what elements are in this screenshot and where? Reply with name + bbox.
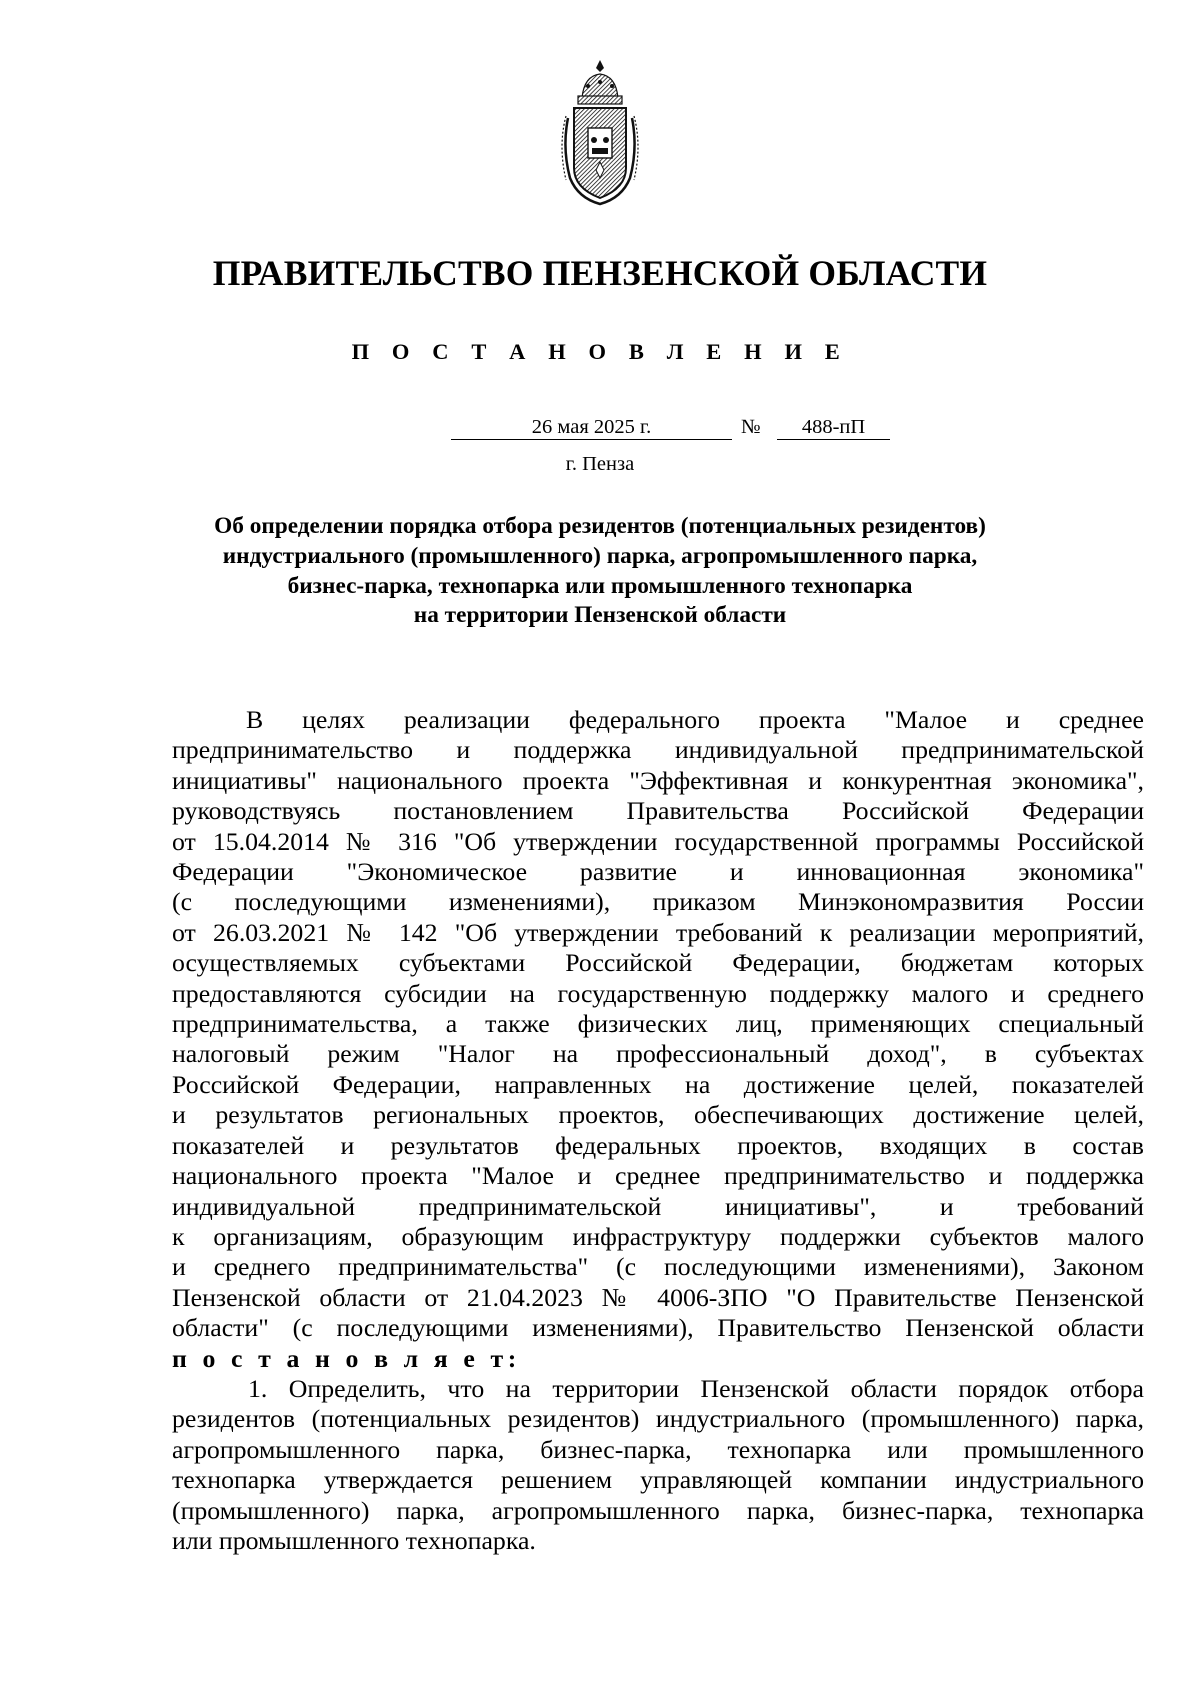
coat-of-arms-icon [554,58,646,208]
preamble-line: предпринимательство и поддержка индивидуальной предпринимательской [172,735,1144,765]
preamble-line: от 15.04.2014 № 316 "Об утверждении государственной программы Российской [172,826,1144,856]
item1-line: 1. Определить, что на территории Пензенской области порядок отбора [248,1373,1144,1403]
subject-line: индустриального (промышленного) парка, агропромышленного парка, [222,542,978,569]
preamble-line: области" (с последующими изменениями), Правительство Пензенской области [172,1313,1144,1343]
preamble-line: руководствуясь постановлением Правительства Российской Федерации [172,796,1144,826]
item1-line: или промышленного технопарка. [172,1525,536,1555]
preamble-line: Федерации "Экономическое развитие и инновационная экономика" [172,857,1144,887]
item1-line: (промышленного) парка, агропромышленного парка, бизнес-парка, технопарка [172,1495,1144,1525]
preamble-line: национального проекта "Малое и среднее предпринимательство и поддержка [172,1161,1144,1191]
subject-line: бизнес-парка, технопарка или промышленного технопарка [287,572,913,599]
preamble-line: налоговый режим "Налог на профессиональный доход", в субъектах [172,1039,1144,1069]
document-type: П О С Т А Н О В Л Е Н И Е [351,339,849,364]
document-city: г. Пенза [565,453,635,475]
preamble-line: от 26.03.2021 № 142 "Об утверждении требований к реализации мероприятий, [172,917,1144,947]
item1-line: технопарка утверждается решением управляющей компании индустриального [172,1465,1144,1495]
item1-line: резидентов (потенциальных резидентов) индустриального (промышленного) парка, [172,1404,1144,1434]
preamble-line: В целях реализации федерального проекта "Малое и среднее [246,705,1144,734]
subject-line: Об определении порядка отбора резидентов (потенциальных резидентов) [214,513,986,539]
preamble-line: показателей и результатов федеральных проектов, входящих в состав [172,1130,1144,1160]
document-number: 488-пП [777,415,890,440]
document-body [172,705,1144,1556]
document-date: 26 мая 2025 г. [451,415,732,440]
preamble-line: осуществляемых субъектами Российской Федерации, бюджетам которых [172,948,1144,978]
preamble-line: к организациям, образующим инфраструктуру поддержки субъектов малого [172,1221,1144,1251]
preamble-line: инициативы" национального проекта "Эффективная и конкурентная экономика", [172,765,1144,795]
decree-word: п о с т а н о в л я е т: [172,1343,521,1373]
preamble-line: Российской Федерации, направленных на достижение целей, показателей [172,1069,1144,1099]
item1-line: агропромышленного парка, бизнес-парка, технопарка или промышленного [172,1434,1144,1464]
preamble-line: и среднего предпринимательства" (с последующими изменениями), Законом [172,1252,1144,1282]
document-subject [180,512,1020,631]
preamble-line: индивидуальной предпринимательской инициативы", и требований [172,1191,1144,1221]
preamble-line: Пензенской области от 21.04.2023 № 4006-ЗПО "О Правительстве Пензенской [172,1282,1144,1312]
subject-line: на территории Пензенской области [413,602,787,629]
preamble-line: и результатов региональных проектов, обеспечивающих достижение целей, [172,1100,1144,1130]
preamble-line: предпринимательства, а также физических лиц, применяющих специальный [172,1009,1144,1039]
preamble-line: предоставляются субсидии на государственную поддержку малого и среднего [172,978,1144,1008]
government-title: ПРАВИТЕЛЬСТВО ПЕНЗЕНСКОЙ ОБЛАСТИ [212,253,988,293]
preamble-line: (с последующими изменениями), приказом Минэкономразвития России [172,887,1144,917]
number-sign: № [741,416,761,438]
